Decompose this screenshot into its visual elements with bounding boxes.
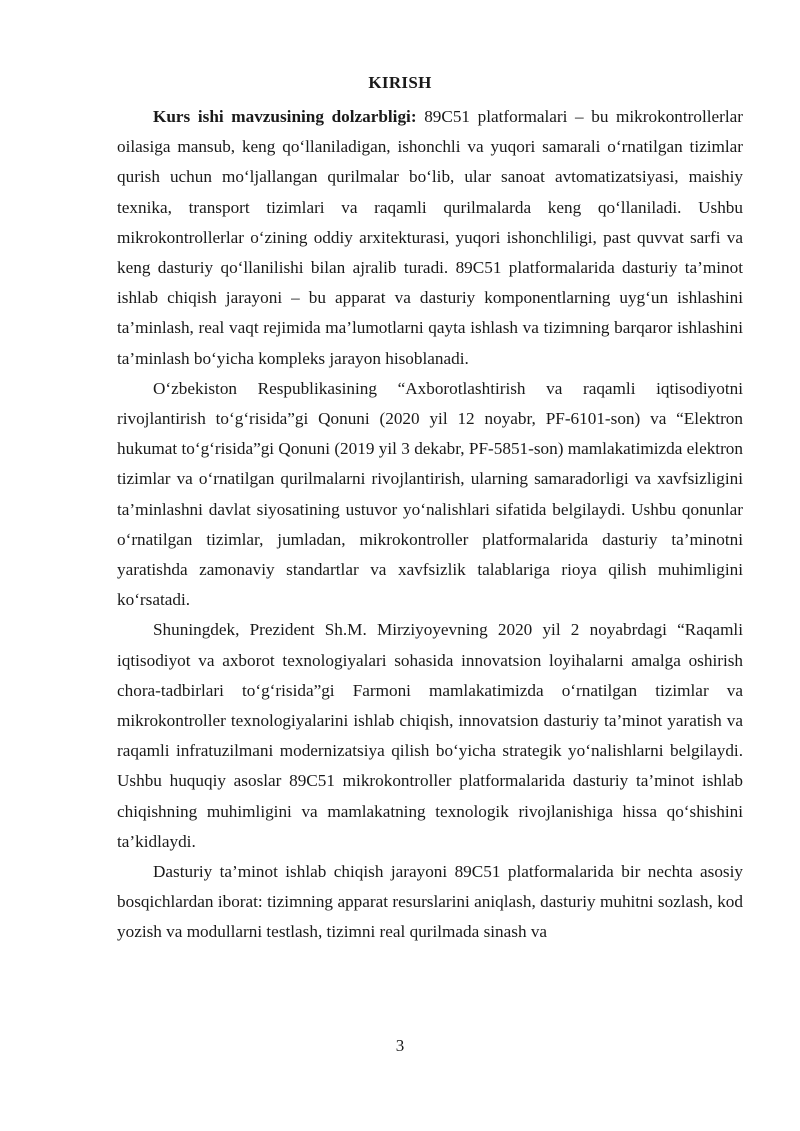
section-heading: KIRISH — [368, 73, 432, 92]
paragraph-stages: Dasturiy ta’minot ishlab chiqish jarayoni 89C51 platformalarida bir nechta asosiy bosqichlardan iborat: tizimning apparat resurslarini aniqlash, dasturiy muhitni sozlash, kod yozish va modullarni testlash, tizimni real qurilmada sinash va — [117, 862, 743, 942]
page-number: 3 — [395, 1036, 405, 1055]
paragraph-relevance — [117, 102, 743, 374]
paragraph-laws: O‘zbekiston Respublikasining “Axborotlashtirish va raqamli iqtisodiyotni rivojlantirish to‘g‘risida”gi Qonuni (2020 yil 12 noyabr, PF-6101-son) va “Elektron hukumat to‘g‘risida”gi Qonuni (2019 yil 3 dekabr, PF-5851-son) mamlakatimizda elektron tizimlar va o‘rnatilgan qurilmalarni rivojlantirish, ularning samaradorligi va xavfsizligini ta’minlashni davlat siyosatining ustuvor yo‘nalishlari sifatida belgilaydi. Ushbu qonunlar o‘rnatilgan tizimlar, jumladan, mikrokontroller platformalarida dasturiy ta’minotni yaratishda zamonaviy standartlar va xavfsizlik talablariga rioya qilish muhimligini ko‘rsatadi. — [117, 378, 743, 610]
paragraph-lead: Kurs ishi mavzusining dolzarbligi: — [153, 107, 417, 126]
paragraph-decree: Shuningdek, Prezident Sh.M. Mirziyoyevning 2020 yil 2 noyabrdagi “Raqamli iqtisodiyot va axborot texnologiyalari sohasida innovatsion loyihalarni amalga oshirish chora-tadbirlari to‘g‘risida”gi Farmoni mamlakatimizda o‘rnatilgan tizimlar va mikrokontroller texnologiyalarini ishlab chiqish, innovatsion dasturiy ta’minot yaratish va raqamli infratuzilmani modernizatsiya qilish bo‘yicha strategik yo‘nalishlarni belgilaydi. Ushbu huquqiy asoslar 89C51 mikrokontroller platformalarida dasturiy ta’minot ishlab chiqishning muhimligini va mamlakatning texnologik rivojlanishiga hissa qo‘shishini ta’kidlaydi. — [117, 620, 743, 851]
body-text — [117, 102, 743, 948]
paragraph-text: 89C51 platformalari – bu mikrokontrollerlar oilasiga mansub, keng qo‘llaniladigan, ishonchli va yuqori samarali o‘rnatilgan tizimlar qurish uchun mo‘ljallangan qurilmalar bo‘lib, ular sanoat avtomatizatsiyasi, maishiy texnika, transport tizimlari va raqamli qurilmalarda keng qo‘llaniladi. Ushbu mikrokontrollerlar o‘zining oddiy arxitekturasi, yuqori ishonchliligi, past quvvat sarfi va keng dasturiy qo‘llanilishi bilan ajralib turadi. 89C51 platformalarida dasturiy ta’minot ishlab chiqish jarayoni – bu apparat va dasturiy komponentlarning uyg‘un ishlashini ta’minlash, real vaqt rejimida ma’lumotlarni qayta ishlash va tizimning barqaror ishlashini ta’minlash bo‘yicha kompleks jarayon hisoblanadi. — [117, 107, 744, 368]
